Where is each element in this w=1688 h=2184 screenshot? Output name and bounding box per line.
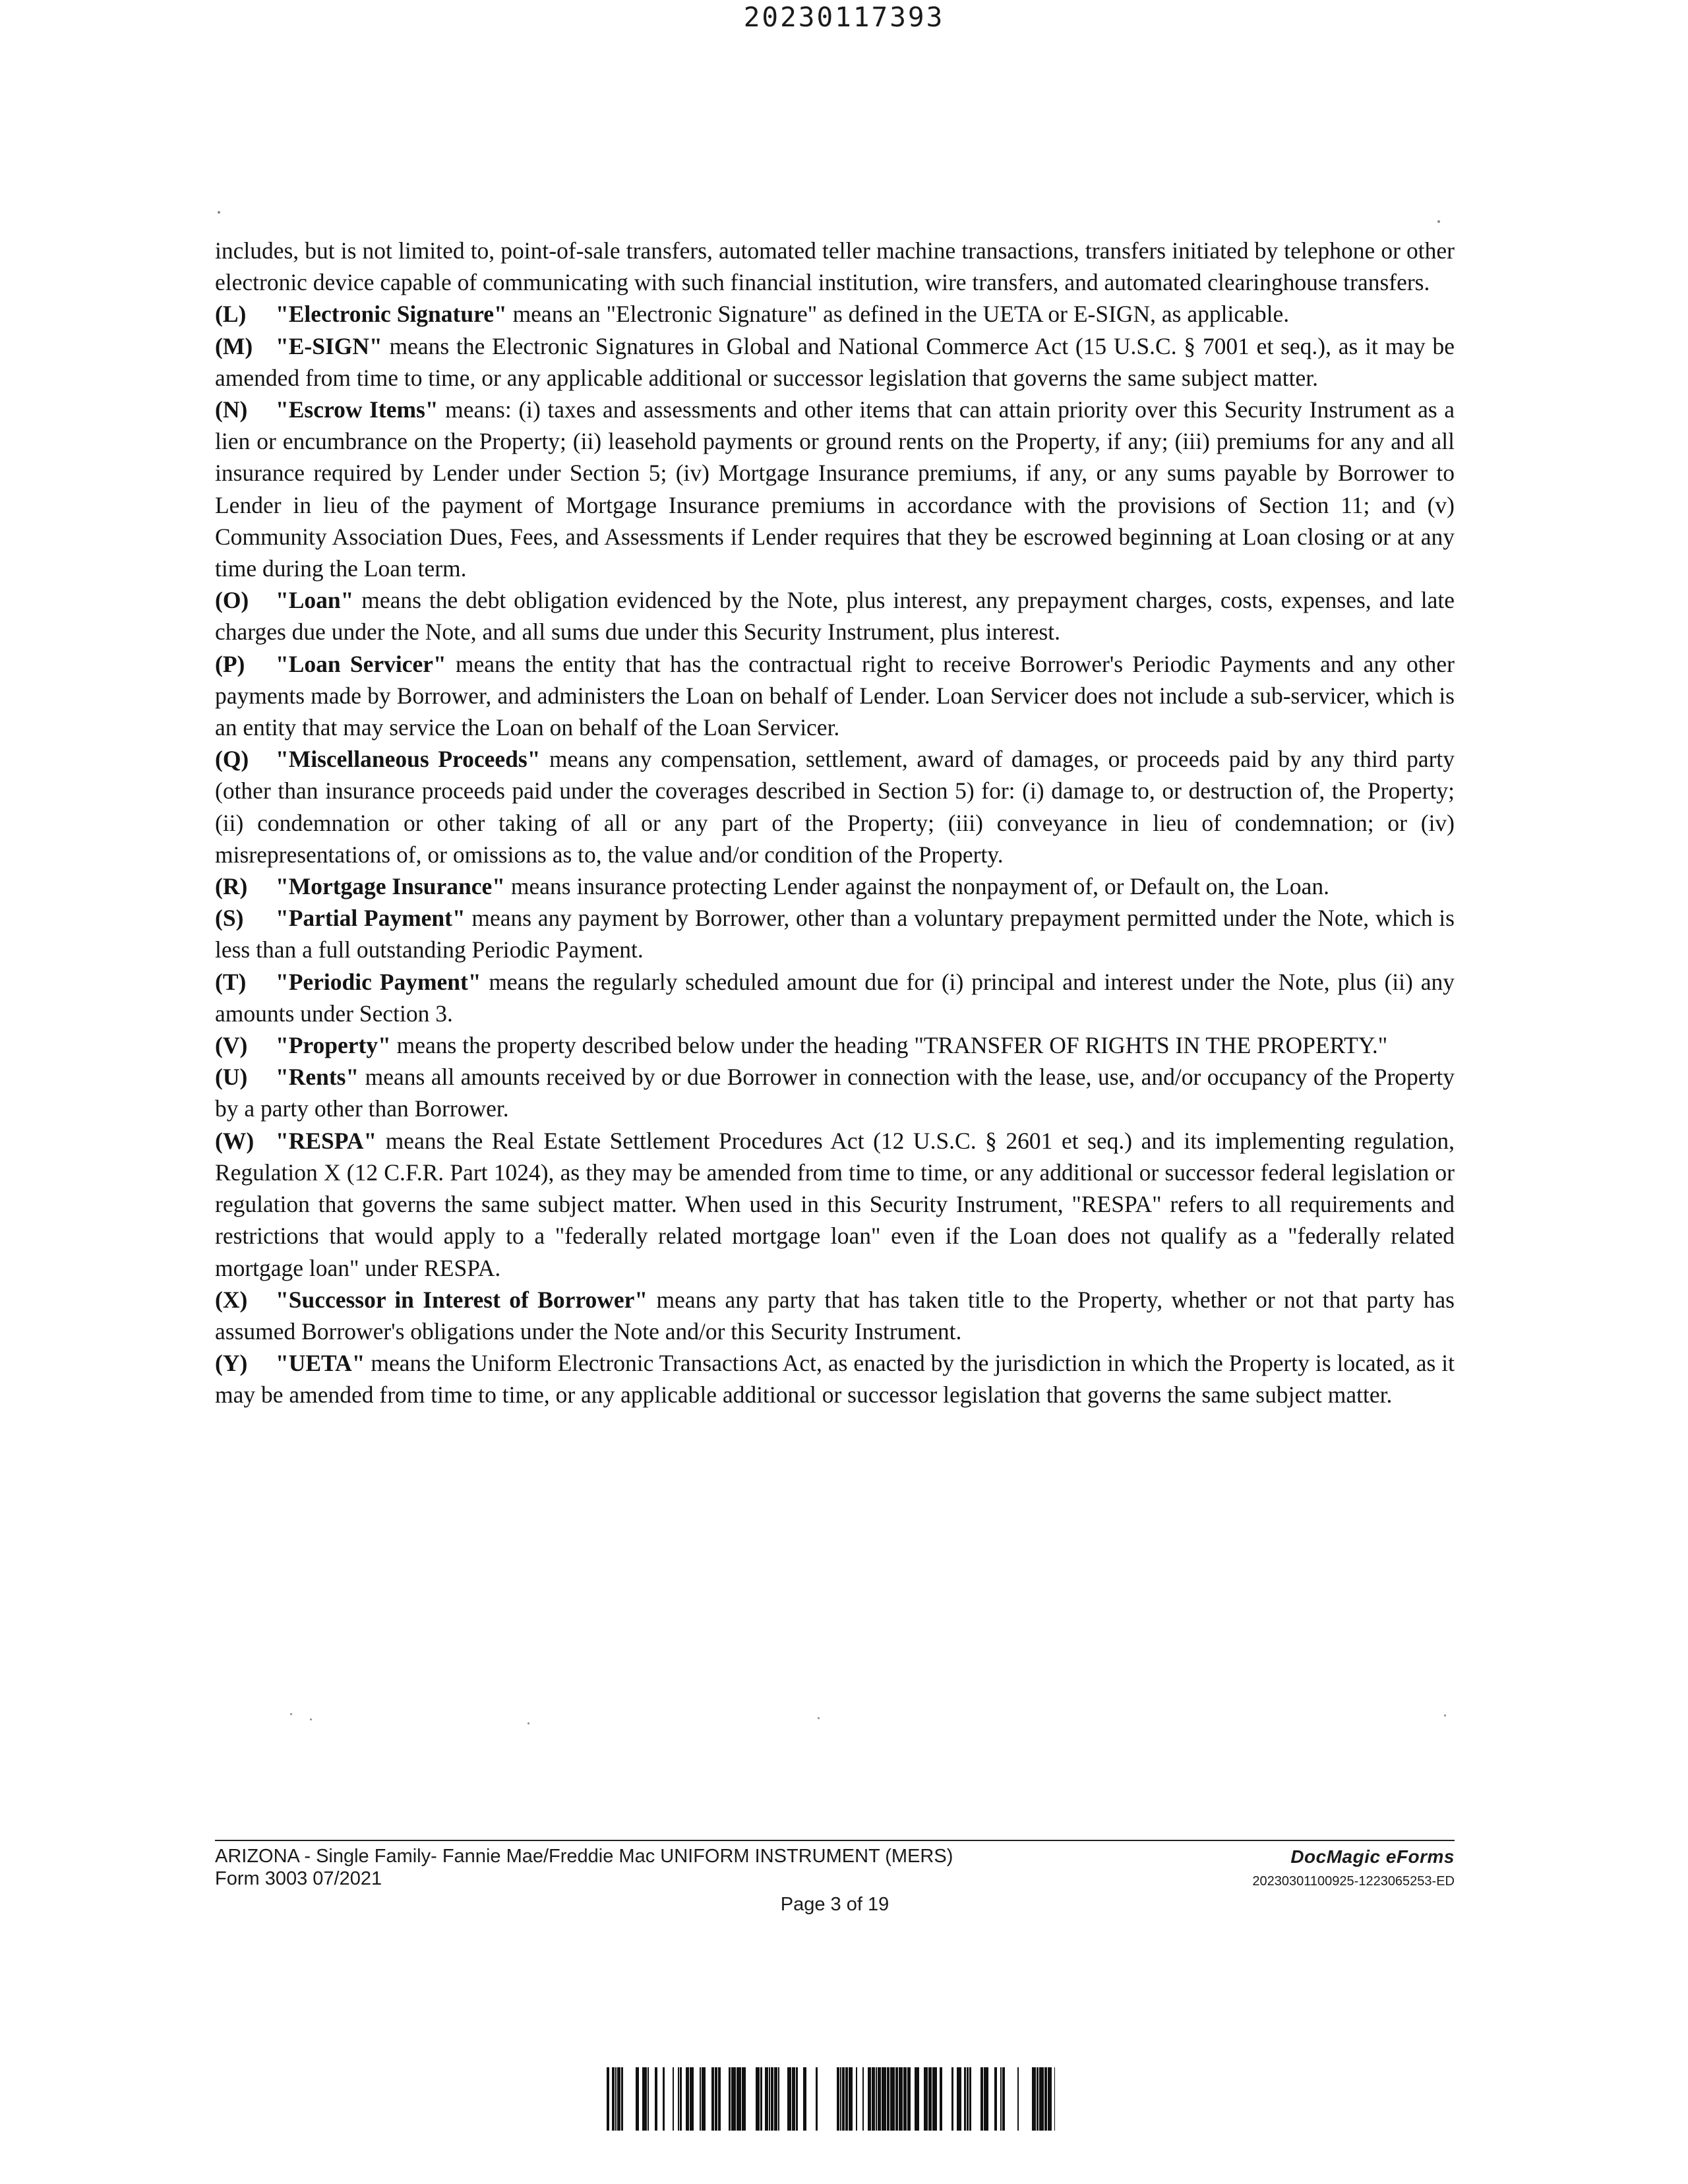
definition-text: means all amounts received by or due Borrower in connection with the lease, use, and/or occupancy of the Property by a party other than Borrower. xyxy=(215,1064,1455,1122)
intro-paragraph: includes, but is not limited to, point-of-sale transfers, automated teller machine transactions, transfers initiated by telephone or other electronic device capable of communicating with such financial institution, wire transfers, and automated clearinghouse transfers. xyxy=(215,237,1455,296)
definition-item xyxy=(215,966,1455,1029)
definition-label: (Y) xyxy=(215,1350,248,1377)
scan-speck xyxy=(218,211,220,214)
definition-term: "Periodic Payment" xyxy=(276,968,481,995)
docmagic-logo: DocMagic eForms xyxy=(1290,1846,1455,1867)
footer-rule xyxy=(215,1840,1455,1841)
definition-term: "UETA" xyxy=(276,1350,365,1377)
definition-item xyxy=(215,743,1455,870)
definition-item xyxy=(215,1061,1455,1124)
definition-text: means insurance protecting Lender against the nonpayment of, or Default on, the Loan. xyxy=(505,873,1329,900)
definition-label: (X) xyxy=(215,1286,248,1313)
definition-text: means any party that has taken title to the Property, whether or not that party has assumed Borrower's obligations under the Note and/or this Security Instrument. xyxy=(215,1286,1455,1345)
definition-label: (U) xyxy=(215,1064,248,1091)
definition-term: "Miscellaneous Proceeds" xyxy=(276,746,541,773)
page-footer xyxy=(215,1840,1455,1915)
scan-speck xyxy=(528,1722,529,1724)
definition-label: (N) xyxy=(215,396,248,423)
form-title: ARIZONA - Single Family- Fannie Mae/Freddie Mac UNIFORM INSTRUMENT (MERS) xyxy=(215,1846,953,1867)
definition-label: (O) xyxy=(215,587,249,614)
definition-text: means the Electronic Signatures in Global and National Commerce Act (15 U.S.C. § 7001 et seq.), as it may be amended from time to time, or any applicable additional or successor legislation that governs the same subject matter. xyxy=(215,332,1455,391)
definition-term: "RESPA" xyxy=(276,1127,377,1154)
definition-item xyxy=(215,584,1455,648)
definition-label: (L) xyxy=(215,301,247,328)
definition-item xyxy=(215,1284,1455,1347)
definition-term: "Escrow Items" xyxy=(276,396,438,423)
definition-text: means the debt obligation evidenced by the Note, plus interest, any prepayment charges, costs, expenses, and late charges due under the Note, and all sums due under this Security Instrument, plus interest. xyxy=(215,587,1455,646)
page-number: Page 3 of 19 xyxy=(780,1894,889,1915)
definition-text: means the property described below under the heading "TRANSFER OF RIGHTS IN THE PROPERTY." xyxy=(390,1032,1388,1059)
scan-speck xyxy=(1437,220,1440,223)
document-id: 20230301100925-1223065253-ED xyxy=(1252,1874,1455,1889)
definition-label: (Q) xyxy=(215,746,249,773)
definition-label: (S) xyxy=(215,905,244,932)
scan-speck xyxy=(310,1718,312,1720)
definition-term: "Mortgage Insurance" xyxy=(276,873,506,900)
definition-item xyxy=(215,394,1455,584)
definition-term: "Loan Servicer" xyxy=(276,650,446,677)
definition-label: (T) xyxy=(215,968,247,995)
definition-text: means any payment by Borrower, other than a voluntary prepayment permitted under the Note, which is less than a full outstanding Periodic Payment. xyxy=(215,905,1455,963)
definition-text: means the Uniform Electronic Transactions Act, as enacted by the jurisdiction in which the Property is located, as it may be amended from time to time, or any applicable additional or successor legislation that governs the same subject matter. xyxy=(215,1350,1455,1409)
definition-label: (P) xyxy=(215,650,245,677)
scan-speck xyxy=(818,1717,820,1719)
scan-speck xyxy=(290,1713,292,1715)
definition-item xyxy=(215,648,1455,744)
definition-text: means the Real Estate Settlement Procedures Act (12 U.S.C. § 2601 et seq.) and its implementing regulation, Regulation X (12 C.F.R. Part 1024), as they may be amended from time to time, or any additional or successor federal legislation or regulation that governs the same subject matter. When used in this Security Instrument, "RESPA" refers to all requirements and restrictions that would apply to a "federally related mortgage loan" even if the Loan does not qualify as a "federally related mortgage loan" under RESPA. xyxy=(215,1127,1455,1281)
definition-item xyxy=(215,1029,1455,1061)
definition-item xyxy=(215,1125,1455,1284)
definition-item xyxy=(215,330,1455,394)
definition-label: (R) xyxy=(215,873,248,900)
definition-text: means an "Electronic Signature" as defined in the UETA or E-SIGN, as applicable. xyxy=(506,301,1290,328)
barcode-image xyxy=(607,2067,1055,2131)
definition-text: means: (i) taxes and assessments and other items that can attain priority over this Security Instrument as a lien or encumbrance on the Property; (ii) leasehold payments or ground rents on the Property, if any; (iii) premiums for any and all insurance required by Lender under Section 5; (iv) Mortgage Insurance premiums, if any, or any sums payable by Borrower to Lender in lieu of the payment of Mortgage Insurance premiums in accordance with the provisions of Section 11; and (v) Community Association Dues, Fees, and Assessments if Lender requires that they be escrowed beginning at Loan closing or at any time during the Loan term. xyxy=(215,396,1455,582)
definition-term: "Electronic Signature" xyxy=(276,301,507,328)
definition-item xyxy=(215,1347,1455,1410)
definition-item xyxy=(215,298,1455,330)
definition-text: means any compensation, settlement, award of damages, or proceeds paid by any third party (other than insurance proceeds paid under the coverages described in Section 5) for: (i) damage to, or destruction of, the Property; (ii) condemnation or other taking of all or any part of the Property; (iii) conveyance in lieu of condemnation; or (iv) misrepresentations of, or omissions as to, the value and/or condition of the Property. xyxy=(215,746,1455,868)
definition-text: means the entity that has the contractual right to receive Borrower's Periodic Payments and any other payments made by Borrower, and administers the Loan on behalf of Lender. Loan Servicer does not include a sub-servicer, which is an entity that may service the Loan on behalf of the Loan Servicer. xyxy=(215,650,1455,741)
definition-term: "Loan" xyxy=(276,587,354,614)
definition-term: "Partial Payment" xyxy=(276,905,466,932)
definition-term: "Property" xyxy=(276,1032,391,1059)
definition-term: "Rents" xyxy=(276,1064,359,1091)
definitions-list xyxy=(215,298,1455,1410)
definition-term: "Successor in Interest of Borrower" xyxy=(276,1286,648,1313)
definition-text: means the regularly scheduled amount due for (i) principal and interest under the Note, plus (ii) any amounts under Section 3. xyxy=(215,968,1455,1027)
form-number: Form 3003 07/2021 xyxy=(215,1868,382,1889)
definition-label: (M) xyxy=(215,332,253,359)
scan-speck xyxy=(1444,1714,1446,1716)
definition-label: (W) xyxy=(215,1127,255,1154)
recording-number: 20230117393 xyxy=(743,1,945,33)
definition-item xyxy=(215,870,1455,902)
definition-label: (V) xyxy=(215,1032,248,1059)
document-body xyxy=(215,235,1455,1411)
definition-item xyxy=(215,902,1455,965)
definition-term: "E-SIGN" xyxy=(276,332,382,359)
